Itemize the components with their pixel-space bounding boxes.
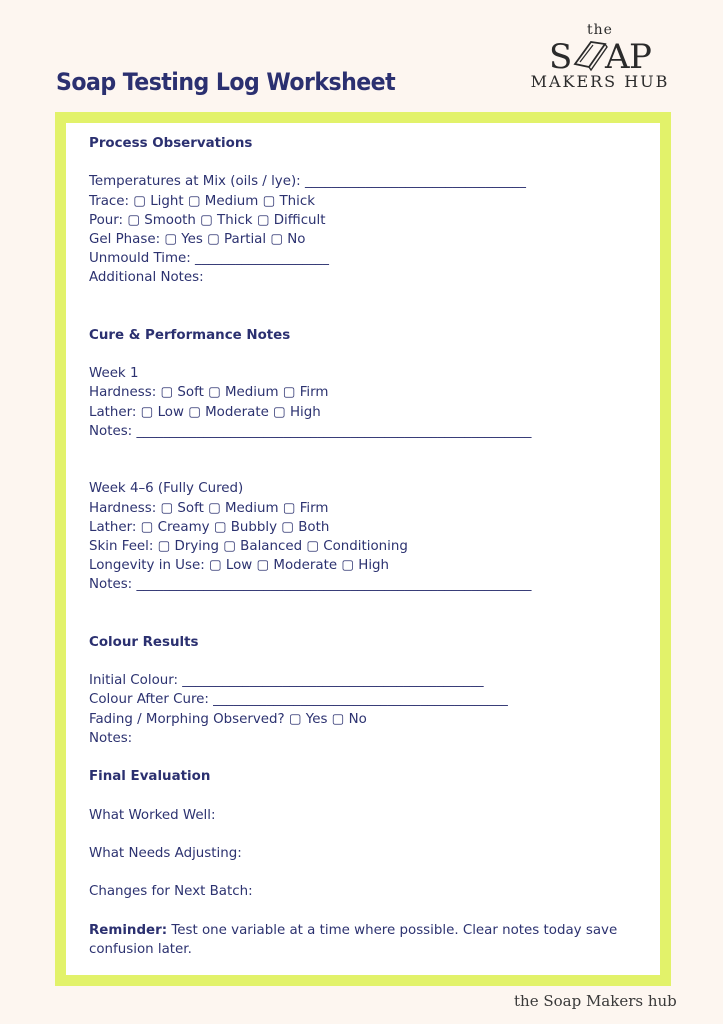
week1-hardness: Hardness: ▢ Soft ▢ Medium ▢ Firm [89,385,329,401]
logo-letter-s: S [549,37,573,74]
needs-adjusting-label: What Needs Adjusting: [89,845,242,861]
logo-subtitle: MAKERS HUB [530,72,670,91]
worksheet-content [89,134,640,959]
logo-wordmark [518,34,682,74]
pour-options: Pour: ▢ Smooth ▢ Thick ▢ Difficult [89,212,326,228]
week46-label: Week 4–6 (Fully Cured) [89,481,244,497]
week46-lather: Lather: ▢ Creamy ▢ Bubbly ▢ Both [89,519,330,535]
unmould-field: Unmould Time: ____________________ [89,251,329,267]
week1-notes: Notes: ___________________________________________________________ [89,423,532,439]
week1-label: Week 1 [89,366,139,382]
next-batch-label: Changes for Next Batch: [89,884,253,900]
soap-bar-icon [575,42,607,70]
brand-logo [518,22,682,94]
logo-wordmark-svg [525,34,675,74]
reminder-text: Test one variable at a time where possible. Clear notes today save confusion later. [89,922,618,957]
process-heading: Process Observations [89,136,253,151]
initial-colour-field: Initial Colour: _____________________________________________ [89,673,484,689]
fading-options: Fading / Morphing Observed? ▢ Yes ▢ No [89,711,367,727]
worked-well-label: What Worked Well: [89,807,216,823]
colour-notes-label: Notes: [89,730,133,746]
final-heading: Final Evaluation [89,769,211,785]
week46-skin-feel: Skin Feel: ▢ Drying ▢ Balanced ▢ Conditioning [89,538,408,554]
week46-notes: Notes: ___________________________________________________________ [89,577,532,593]
trace-options: Trace: ▢ Light ▢ Medium ▢ Thick [89,193,315,209]
logo-letter-a: A [605,37,630,74]
colour-after-cure-field: Colour After Cure: ____________________________________________ [89,692,508,708]
week1-lather: Lather: ▢ Low ▢ Moderate ▢ High [89,404,321,420]
colour-heading: Colour Results [89,634,199,650]
footer-brand: the Soap Makers hub [514,992,677,1010]
reminder-note [89,921,640,959]
reminder-label: Reminder: [89,922,168,938]
gel-options: Gel Phase: ▢ Yes ▢ Partial ▢ No [89,231,306,247]
cure-heading: Cure & Performance Notes [89,327,291,343]
temps-field: Temperatures at Mix (oils / lye): _________________________________ [89,174,526,190]
logo-the: the [587,22,613,38]
worksheet-frame [55,112,671,986]
logo-letter-p: P [629,37,652,74]
page-title: Soap Testing Log Worksheet [56,68,396,96]
week46-hardness: Hardness: ▢ Soft ▢ Medium ▢ Firm [89,500,329,516]
week46-longevity: Longevity in Use: ▢ Low ▢ Moderate ▢ High [89,558,390,574]
additional-notes-label: Additional Notes: [89,270,204,286]
